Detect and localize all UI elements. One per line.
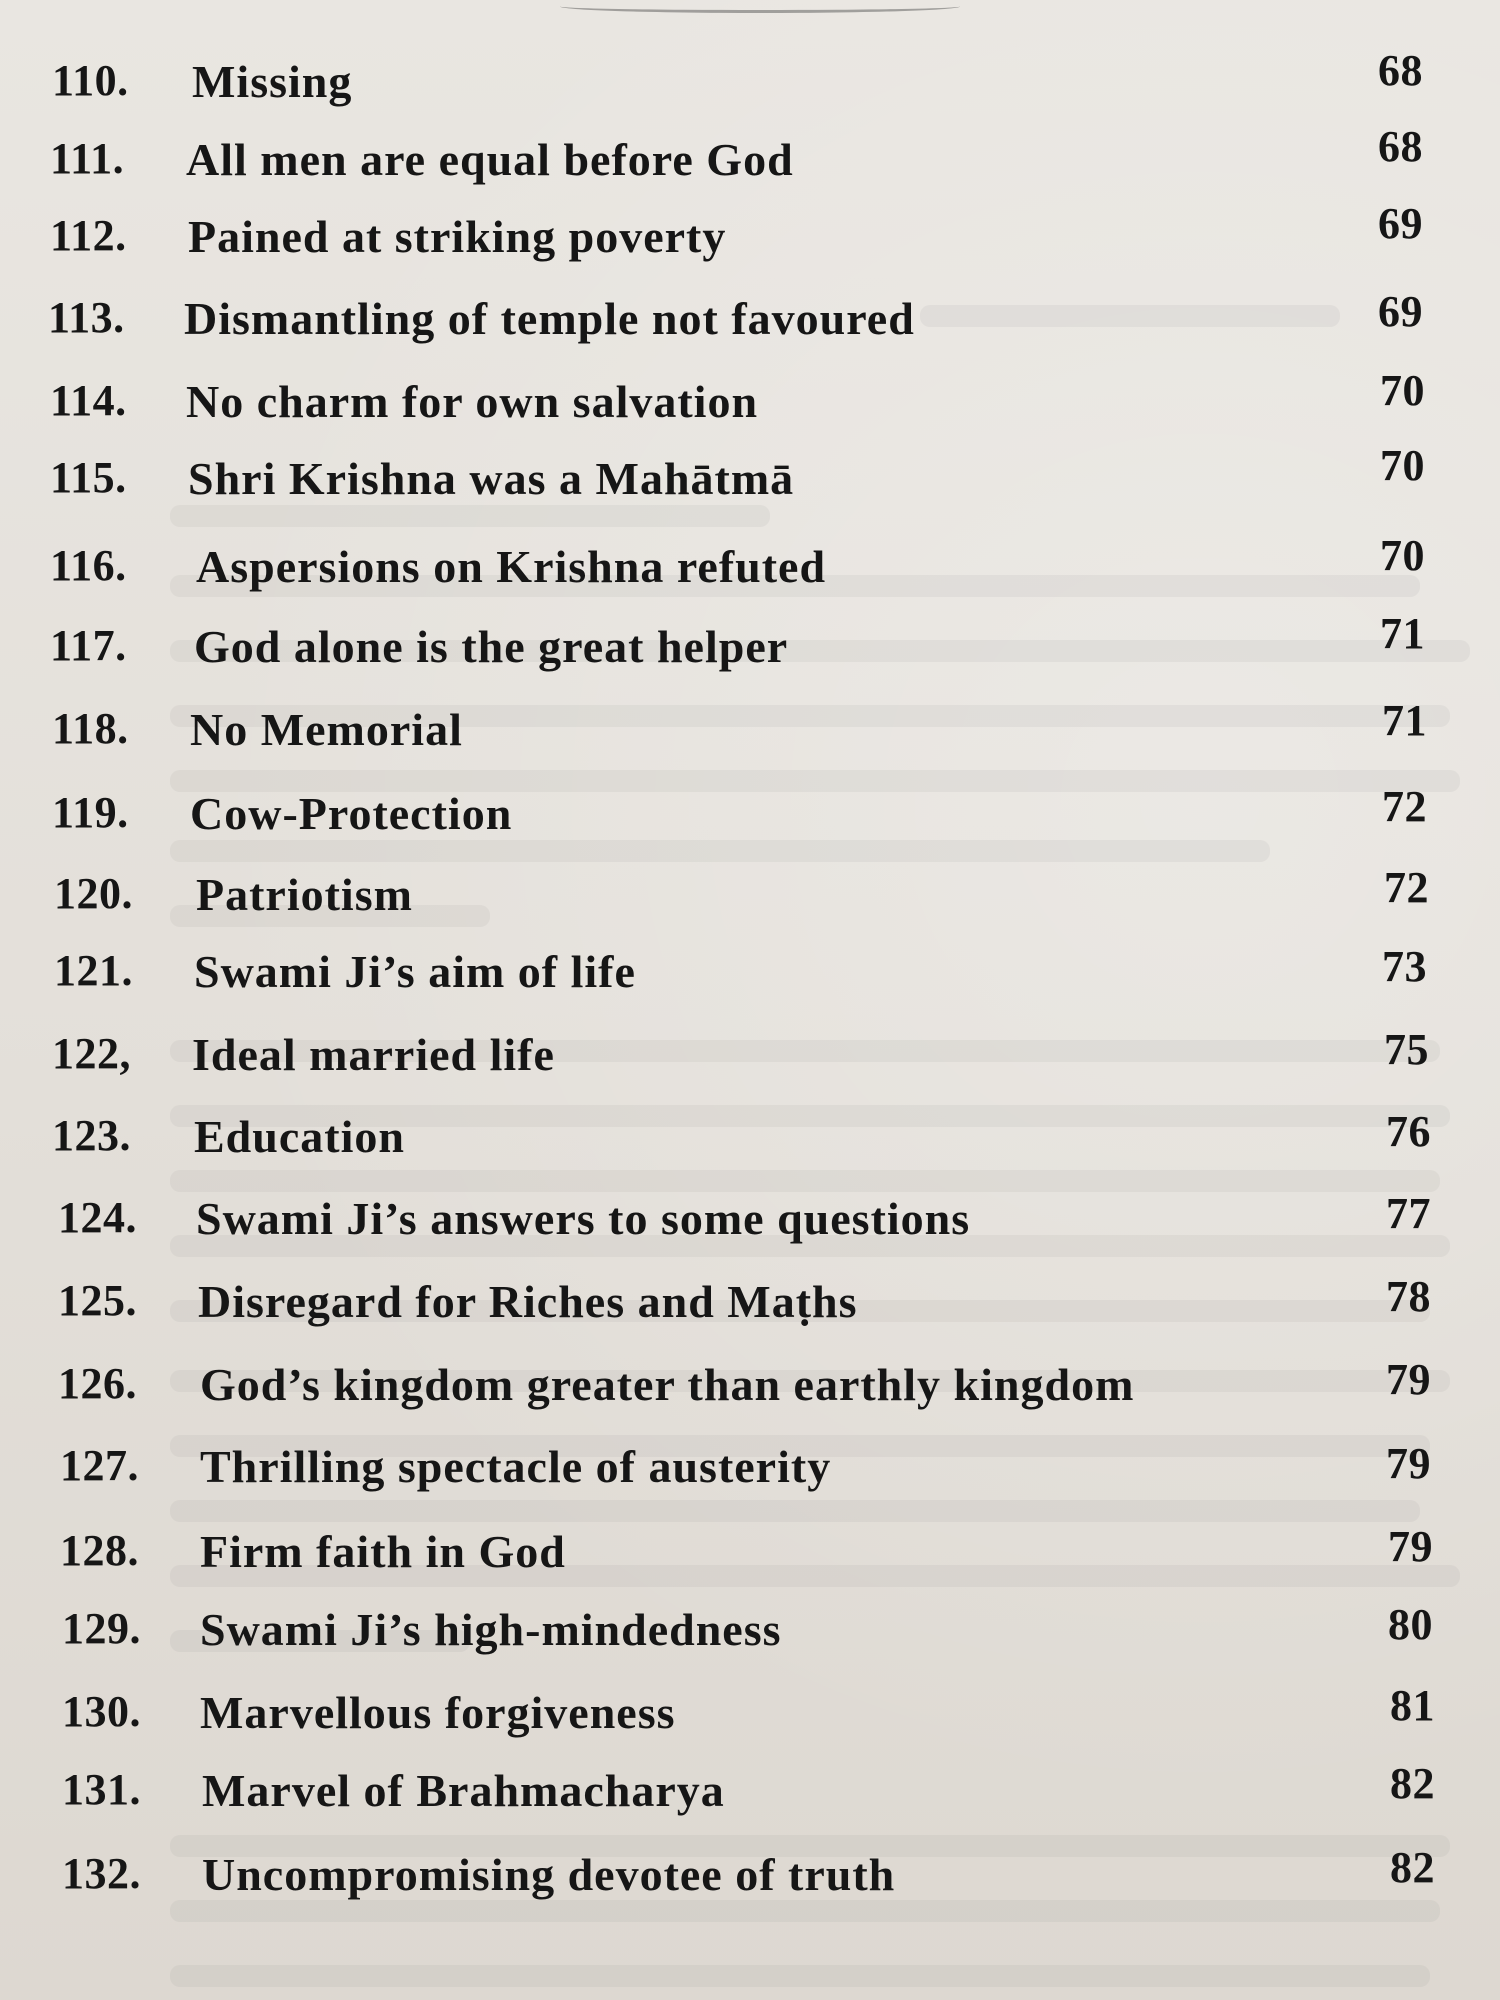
- entry-page-number: 79: [1386, 1439, 1431, 1488]
- entry-title: Shri Krishna was a Mahātmā: [188, 453, 795, 504]
- entry-page-number: 79: [1388, 1522, 1433, 1571]
- entry-title: Swami Ji’s aim of life: [194, 946, 636, 997]
- toc-entry: [0, 122, 1500, 213]
- entry-page-number: 81: [1390, 1681, 1435, 1730]
- entry-page-number: 75: [1384, 1025, 1429, 1074]
- entry-number: 110.: [52, 56, 129, 105]
- entry-title: Education: [194, 1111, 405, 1162]
- entry-page-number: 78: [1386, 1272, 1431, 1321]
- entry-page-number: 72: [1384, 863, 1429, 912]
- entry-page-number: 68: [1378, 46, 1423, 95]
- entry-number: 112.: [50, 211, 127, 260]
- entry-number: 123.: [52, 1111, 131, 1160]
- entry-page-number: 69: [1378, 199, 1423, 248]
- entry-number: 113.: [48, 293, 125, 342]
- toc-entry: [0, 782, 1500, 867]
- entry-page-number: 82: [1390, 1759, 1435, 1808]
- entry-title: God’s kingdom greater than earthly kingdom: [200, 1359, 1135, 1410]
- toc-entry: [0, 1107, 1500, 1190]
- entry-number: 128.: [60, 1526, 139, 1575]
- entry-page-number: 79: [1386, 1355, 1431, 1404]
- entry-number: 114.: [50, 376, 127, 425]
- entry-number: 130.: [62, 1687, 141, 1736]
- entry-page-number: 68: [1378, 122, 1423, 171]
- entry-title: Thrilling spectacle of austerity: [200, 1441, 832, 1492]
- entry-title: No Memorial: [190, 704, 463, 755]
- entry-title: Marvellous forgiveness: [200, 1687, 676, 1738]
- entry-page-number: 72: [1382, 782, 1427, 831]
- entry-number: 119.: [52, 788, 129, 837]
- toc-entry: [0, 1681, 1500, 1766]
- entry-page-number: 76: [1386, 1107, 1431, 1156]
- toc-entry: [0, 609, 1500, 700]
- entry-title: Cow-Protection: [190, 788, 513, 839]
- entry-title: Firm faith in God: [200, 1526, 566, 1577]
- entry-title: Disregard for Riches and Maṭhs: [198, 1276, 858, 1327]
- entry-number: 111.: [50, 134, 125, 183]
- toc-entry: [0, 1440, 1500, 1520]
- toc-entry: [0, 1025, 1500, 1108]
- entry-title: Missing: [192, 56, 353, 107]
- entry-title: No charm for own salvation: [186, 376, 759, 427]
- entry-page-number: 71: [1380, 609, 1425, 658]
- entry-page-number: 71: [1382, 696, 1427, 745]
- entry-number: 118.: [52, 704, 129, 753]
- toc-entry: [0, 863, 1500, 948]
- entry-page-number: 80: [1388, 1600, 1433, 1649]
- toc-entry: [0, 1189, 1500, 1272]
- entry-page-number: 70: [1380, 531, 1425, 580]
- entry-page-number: 73: [1382, 942, 1427, 991]
- entry-title: Dismantling of temple not favoured: [184, 293, 915, 344]
- toc-entry: [0, 1843, 1500, 1928]
- toc-entry: [0, 199, 1500, 290]
- toc-entry: [0, 1355, 1500, 1438]
- toc-entry: [0, 531, 1500, 620]
- entry-title: Aspersions on Krishna refuted: [196, 541, 827, 592]
- entry-page-number: 70: [1380, 441, 1425, 490]
- toc-entry: [0, 441, 1500, 532]
- toc-entry: [0, 1272, 1500, 1355]
- entry-page-number: 69: [1378, 287, 1423, 336]
- entry-title: Swami Ji’s high-mindedness: [200, 1604, 782, 1655]
- toc-entry: [0, 1522, 1500, 1605]
- entry-page-number: 82: [1390, 1843, 1435, 1892]
- entry-number: 115.: [50, 453, 127, 502]
- toc-entry: [0, 46, 1500, 135]
- toc-entry: [0, 1600, 1500, 1683]
- entry-title: Swami Ji’s answers to some questions: [196, 1193, 971, 1244]
- entry-number: 127.: [60, 1441, 139, 1490]
- entry-title: Uncompromising devotee of truth: [202, 1849, 896, 1900]
- entry-number: 117.: [50, 621, 127, 670]
- entry-title: Pained at striking poverty: [188, 211, 727, 262]
- entry-number: 124.: [58, 1193, 137, 1242]
- entry-title: Patriotism: [196, 869, 413, 920]
- entry-number: 129.: [62, 1604, 141, 1653]
- entry-number: 121.: [54, 946, 133, 995]
- entry-title: Marvel of Brahmacharya: [202, 1765, 725, 1816]
- entry-number: 116.: [50, 541, 127, 590]
- entry-number: 132.: [62, 1849, 141, 1898]
- entry-title: God alone is the great helper: [194, 621, 789, 672]
- entry-page-number: 77: [1386, 1189, 1431, 1238]
- entry-number: 126.: [58, 1359, 137, 1408]
- entry-number: 131.: [62, 1765, 141, 1814]
- entry-title: Ideal married life: [192, 1029, 555, 1080]
- entry-title: All men are equal before God: [186, 134, 794, 185]
- entry-page-number: 70: [1380, 366, 1425, 415]
- toc-entry: [0, 287, 1500, 372]
- toc-entry: [0, 696, 1500, 783]
- toc-entry: [0, 1759, 1500, 1844]
- entry-number: 120.: [54, 869, 133, 918]
- toc-entry: [0, 942, 1500, 1025]
- entry-number: 122,: [52, 1029, 131, 1078]
- toc-entry: [0, 366, 1500, 455]
- entry-number: 125.: [58, 1276, 137, 1325]
